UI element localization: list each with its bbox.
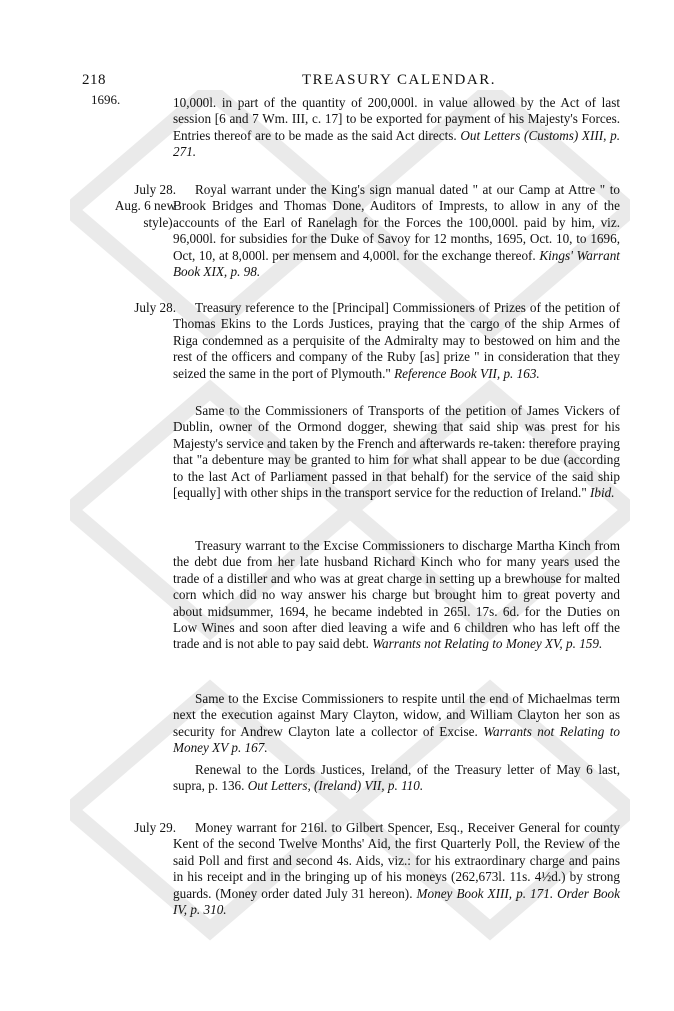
entry-text bbox=[173, 182, 620, 280]
page-header bbox=[82, 72, 642, 96]
calendar-entry bbox=[0, 182, 674, 282]
entry-reference: Warrants not Relating to Money XV p. 167. bbox=[173, 723, 620, 756]
entry-date: July 29. bbox=[134, 820, 176, 835]
calendar-entry bbox=[0, 538, 674, 673]
entry-body: Treasury reference to the [Principal] Commissioners of Prizes of the petition of Thomas Ekins to the Lords Justices, praying that the cargo of the ship Armes of Riga condemned as a perquisite of the Admiralty may to bestowed on him and the rest of the officers and company of the Ruby [as] prize " in consideration that they seized the same in the port of Plymouth." bbox=[173, 300, 620, 381]
entry-reference: Ibid. bbox=[590, 485, 615, 501]
entry-body: Money warrant for 216l. to Gilbert Spencer, Esq., Receiver General for county Kent of the second Twelve Months' Aid, the first Quarterly Poll, the Review of the said Poll and first and second 4s. Aids, viz.: for his extraordinary charge and pains in his receipt and in the bringing up of his moneys (262,673l. 11s. 4½d.) by strong guards. (Money order dated July 31 hereon). bbox=[173, 820, 620, 901]
entry-reference: Out Letters, (Ireland) VII, p. 110. bbox=[247, 778, 424, 794]
entry-body: Same to the Excise Commissioners to respite until the end of Michaelmas term next the execution against Mary Clayton, widow, and William Clayton her son as security for Andrew Clayton late a collector of Excise. bbox=[173, 691, 620, 739]
calendar-entry bbox=[0, 691, 674, 756]
entry-body: Renewal to the Lords Justices, Ireland, of the Treasury letter of May 6 last, supra, p. 136. bbox=[173, 762, 620, 794]
page-number: 218 bbox=[82, 72, 106, 88]
entry-reference: Reference Book VII, p. 163. bbox=[394, 365, 540, 381]
entry-reference: Money Book XIII, p. 171. Order Book IV, p. 310. bbox=[173, 885, 621, 918]
entry-date: July 28. bbox=[134, 300, 176, 315]
calendar-entry bbox=[0, 403, 674, 523]
entry-text bbox=[173, 95, 620, 161]
entry-text bbox=[173, 691, 620, 757]
entry-reference: Warrants not Relating to Money XV, p. 159. bbox=[372, 636, 603, 652]
entry-text bbox=[173, 820, 620, 918]
running-title: TREASURY CALENDAR. bbox=[302, 72, 496, 88]
entry-body: Same to the Commissioners of Transports of the petition of James Vickers of Dublin, owner of the Ormond dogger, shewing that said ship was prest for his Majesty's service and taken by the French and afterwards re-taken: therefore praying that "a debenture may be granted to him for what shall appear to be due (according to the last Act of Parliament passed in that behalf) for the service of the said ship [equally] with other ships in the transport service for the reduction of Ireland." bbox=[173, 403, 620, 501]
calendar-entry bbox=[0, 300, 674, 390]
entry-text bbox=[173, 403, 620, 501]
entry-text bbox=[173, 762, 620, 795]
entry-body: Treasury warrant to the Excise Commissioners to discharge Martha Kinch from the debt due from her late husband Richard Kinch who for many years used the trade of a distiller and who was at great charge in setting up a brewhouse for malted corn which did no way answer his charge but brought him to great poverty and about midsummer, 1694, he became indebted in 265l. 17s. 6d. for the Duties on Low Wines and soon after died leaving a wife and 6 children who has left off the trade and is not able to pay said debt. bbox=[173, 538, 620, 652]
entry-body: Royal warrant under the King's sign manual dated " at our Camp at Attre " to Brook Bridges and Thomas Done, Auditors of Imprests, to allow in any of the accounts of the Earl of Ranelagh for the Forces the 100,000l. paid by him, viz. 96,000l. for subsidies for the Duke of Savoy for 12 months, 1695, Oct. 10, to 1696, Oct, 10, at 8,000l. per mensem and 4,000l. for the exchange thereof. bbox=[173, 182, 620, 263]
entry-text bbox=[173, 538, 620, 653]
entry-reference: Kings' Warrant Book XIX, p. 98. bbox=[173, 247, 620, 280]
calendar-entry bbox=[0, 762, 674, 800]
entry-text bbox=[173, 300, 620, 382]
calendar-entry bbox=[0, 95, 674, 165]
entry-body: 10,000l. in part of the quantity of 200,000l. in value allowed by the Act of last session [6 and 7 Wm. III, c. 17] to be exported for payment of his Majesty's Forces. Entries thereof are to be made as the said Act directs. bbox=[173, 95, 620, 143]
entry-date: July 28. Aug. 6 new style). bbox=[114, 182, 176, 230]
calendar-entry bbox=[0, 820, 674, 940]
year-label: 1696. bbox=[91, 92, 121, 107]
entry-reference: Out Letters (Customs) XIII, p. 271. bbox=[173, 127, 621, 160]
